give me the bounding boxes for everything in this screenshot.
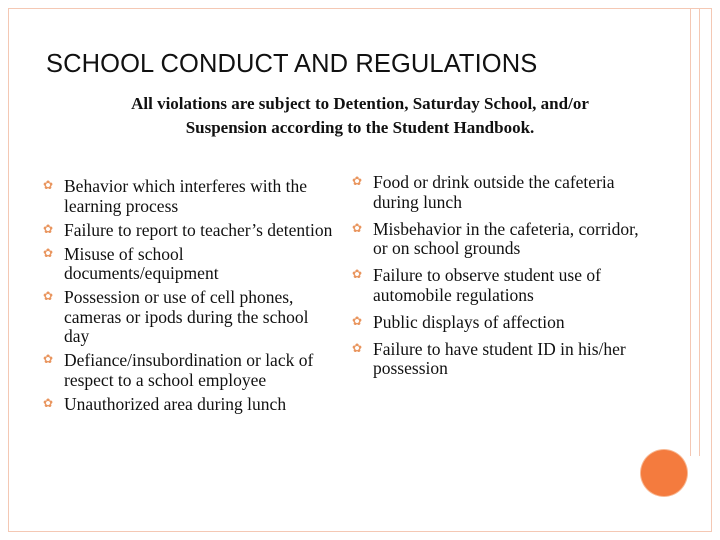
- list-item: [352, 173, 647, 212]
- bullet-icon: ✿: [352, 220, 363, 235]
- bullet-icon: ✿: [43, 221, 54, 236]
- list-item-text: Misuse of school documents/equipment: [64, 243, 219, 283]
- list-item: [352, 266, 647, 305]
- decorative-circle: [641, 450, 687, 496]
- bullet-icon: ✿: [43, 245, 54, 260]
- list-item: [43, 395, 333, 415]
- left-bullet-list: [43, 177, 333, 419]
- list-item-text: Food or drink outside the cafeteria during lunch: [373, 172, 615, 212]
- list-item-text: Failure to report to teacher’s detention: [64, 219, 333, 240]
- list-item-text: Possession or use of cell phones, cameras or ipods during the school day: [64, 287, 309, 346]
- bullet-icon: ✿: [352, 313, 363, 328]
- subtitle-line-2: Suspension according to the Student Handbook.: [185, 118, 535, 137]
- list-item-text: Defiance/insubordination or lack of respect to a school employee: [64, 350, 314, 390]
- list-item: [43, 351, 333, 390]
- list-item-text: Misbehavior in the cafeteria, corridor, or on school grounds: [373, 218, 639, 258]
- slide-title: SCHOOL CONDUCT AND REGULATIONS: [46, 50, 538, 78]
- list-item-text: Public displays of affection: [373, 311, 565, 332]
- list-item-text: Failure to have student ID in his/her possession: [373, 338, 626, 378]
- slide-subtitle: [70, 92, 650, 140]
- list-item: [352, 220, 647, 259]
- list-item-text: Behavior which interferes with the learning process: [64, 176, 307, 216]
- bullet-icon: ✿: [352, 267, 363, 281]
- bullet-icon: ✿: [43, 395, 54, 410]
- list-item: [352, 340, 647, 379]
- list-item: [43, 177, 333, 216]
- bullet-icon: ✿: [43, 352, 54, 366]
- list-item: [43, 288, 333, 347]
- list-item: [43, 221, 333, 241]
- bullet-icon: ✿: [43, 178, 54, 192]
- list-item: [43, 245, 333, 284]
- right-bullet-list: [352, 173, 647, 386]
- bullet-icon: ✿: [43, 289, 54, 303]
- list-item-text: Unauthorized area during lunch: [64, 393, 287, 414]
- list-item-text: Failure to observe student use of automobile regulations: [373, 265, 601, 305]
- bullet-icon: ✿: [352, 174, 363, 188]
- list-item: [352, 313, 647, 333]
- bullet-icon: ✿: [352, 340, 363, 355]
- decorative-rail: [690, 8, 700, 456]
- subtitle-line-1: All violations are subject to Detention, Saturday School, and/or: [131, 94, 589, 113]
